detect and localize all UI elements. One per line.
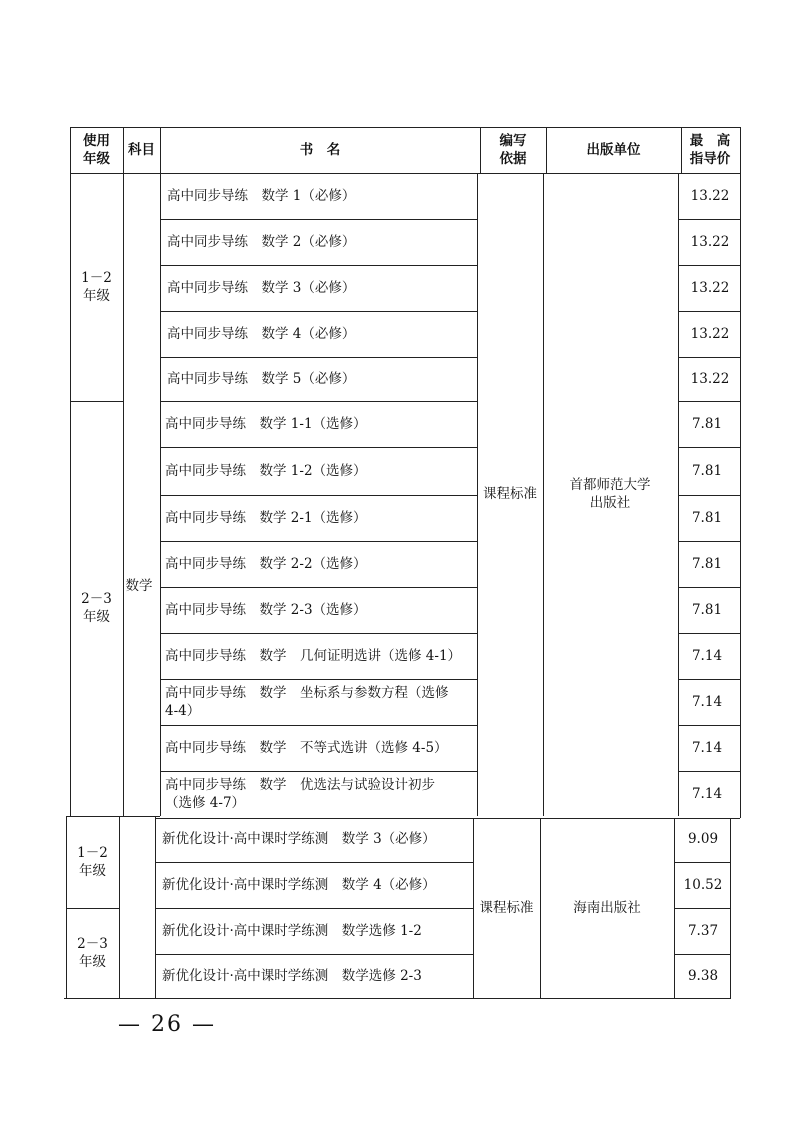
grid-line xyxy=(740,127,741,818)
grid-line xyxy=(730,818,731,999)
book-title-line: 高中同步导练 数学 4（必修） xyxy=(167,326,356,342)
header-basis-line1: 编写 xyxy=(499,133,527,149)
grid-line xyxy=(155,818,740,819)
grid-line xyxy=(123,127,124,173)
book-title-line: 新优化设计·高中课时学练测 数学 4（必修） xyxy=(162,877,436,893)
book-title-line: 新优化设计·高中课时学练测 数学选修 2-3 xyxy=(162,968,422,984)
book-title xyxy=(155,908,473,954)
grid-line xyxy=(477,173,478,816)
book-title-line: 高中同步导练 数学 不等式选讲（选修 4-5） xyxy=(165,740,448,756)
grid-line xyxy=(678,447,740,448)
grid-line xyxy=(160,447,477,448)
book-title-line: 新优化设计·高中课时学练测 数学 3（必修） xyxy=(162,831,436,847)
grid-line xyxy=(66,816,160,817)
header-grade xyxy=(70,127,123,173)
book-price: 9.38 xyxy=(687,968,719,984)
grid-line xyxy=(160,495,477,496)
grid-line xyxy=(160,357,477,358)
book-price: 13.22 xyxy=(690,280,730,296)
book-title-line: 高中同步导练 数学 优选法与试验设计初步 xyxy=(165,776,435,793)
grid-line xyxy=(678,219,740,220)
grade-group-4-line1: 2－3 xyxy=(77,936,108,952)
book-title-line: 高中同步导练 数学 几何证明选讲（选修 4-1） xyxy=(165,648,462,664)
grid-line xyxy=(480,127,481,173)
grid-line xyxy=(540,818,541,999)
book-title-line: 高中同步导练 数学 1（必修） xyxy=(167,188,356,204)
grid-line xyxy=(155,862,473,863)
book-price: 10.52 xyxy=(683,877,723,893)
grid-line xyxy=(160,725,477,726)
grid-line xyxy=(678,633,740,634)
book-title xyxy=(155,862,473,908)
publisher-cell-1-line2: 出版社 xyxy=(589,494,631,511)
book-title-line: 高中同步导练 数学 2-1（选修） xyxy=(165,510,367,526)
header-price-line1: 最 高 xyxy=(689,133,731,149)
book-title xyxy=(158,495,478,541)
grid-line xyxy=(70,127,71,816)
grid-line xyxy=(70,127,740,128)
grid-line xyxy=(678,679,740,680)
book-title xyxy=(158,447,478,495)
basis-cell-1: 课程标准 xyxy=(483,485,537,502)
book-price: 7.14 xyxy=(691,740,723,756)
book-title-line: 高中同步导练 数学 2-3（选修） xyxy=(165,602,367,618)
subject-cell: 数学 xyxy=(125,577,153,594)
grade-group-2 xyxy=(70,401,123,814)
book-title-line: （选修 4-7） xyxy=(165,794,246,811)
header-basis xyxy=(480,127,546,173)
grid-line xyxy=(160,401,477,402)
grid-line xyxy=(160,311,477,312)
grid-line xyxy=(160,265,477,266)
book-price: 13.22 xyxy=(690,234,730,250)
grid-line xyxy=(160,771,477,772)
grid-line xyxy=(155,908,473,909)
book-title xyxy=(160,219,480,265)
book-title xyxy=(158,725,478,771)
book-title-line: 4-4） xyxy=(165,703,201,719)
header-grade-line1: 使用 xyxy=(83,133,110,149)
grade-group-1-line1: 1－2 xyxy=(81,270,112,286)
grid-line xyxy=(678,265,740,266)
grade-group-1 xyxy=(70,173,123,401)
book-price: 7.14 xyxy=(691,694,723,710)
grade-group-3 xyxy=(66,816,119,908)
grid-line xyxy=(678,725,740,726)
grid-line xyxy=(674,862,730,863)
grade-group-4 xyxy=(66,908,119,998)
grid-line xyxy=(678,311,740,312)
book-title-line: 高中同步导练 数学 5（必修） xyxy=(167,371,356,387)
book-title-line: 高中同步导练 数学 坐标系与参数方程（选修 xyxy=(165,685,449,701)
book-price: 7.81 xyxy=(691,510,723,526)
book-price: 7.14 xyxy=(691,785,723,802)
grid-line xyxy=(160,679,477,680)
grid-line xyxy=(546,127,547,173)
basis-cell-2: 课程标准 xyxy=(479,900,534,916)
book-price: 7.14 xyxy=(691,648,723,664)
header-basis-line2: 依据 xyxy=(499,151,527,167)
publisher-cell-1 xyxy=(543,173,677,814)
book-title xyxy=(160,311,480,357)
book-price: 13.22 xyxy=(690,188,730,204)
book-title xyxy=(155,954,473,998)
grid-line xyxy=(678,401,740,402)
book-price: 7.81 xyxy=(691,556,723,572)
book-title-line: 高中同步导练 数学 1-2（选修） xyxy=(165,463,367,479)
header-price-line2: 指导价 xyxy=(689,151,731,167)
book-price: 7.81 xyxy=(691,602,723,618)
book-title xyxy=(160,357,480,401)
book-price: 7.81 xyxy=(691,416,723,432)
book-title xyxy=(158,541,478,587)
book-title xyxy=(158,401,478,447)
book-title xyxy=(158,633,478,679)
grid-line xyxy=(674,908,730,909)
grid-line xyxy=(155,954,473,955)
book-title xyxy=(160,173,480,219)
page-number: — 26 — xyxy=(118,1012,216,1037)
header-subject: 科目 xyxy=(128,142,155,158)
grade-group-3-line2: 年级 xyxy=(79,863,106,879)
grid-line xyxy=(678,587,740,588)
grid-line xyxy=(119,816,120,999)
grid-line xyxy=(473,818,474,999)
header-title: 书 名 xyxy=(299,142,341,158)
book-title-line: 高中同步导练 数学 2（必修） xyxy=(167,234,356,250)
grade-group-2-line2: 年级 xyxy=(83,608,110,625)
grade-group-1-line2: 年级 xyxy=(83,288,110,304)
book-title-line: 高中同步导练 数学 1-1（选修） xyxy=(165,416,367,432)
grade-group-3-line1: 1－2 xyxy=(77,845,108,861)
grid-line xyxy=(674,954,730,955)
grid-line xyxy=(678,357,740,358)
grid-line xyxy=(678,495,740,496)
book-price: 9.09 xyxy=(687,831,719,847)
book-title xyxy=(158,679,478,725)
book-title xyxy=(158,771,478,816)
book-price: 7.37 xyxy=(687,923,719,939)
book-price: 7.81 xyxy=(691,463,723,479)
grid-line xyxy=(123,173,124,816)
grade-group-2-line1: 2－3 xyxy=(81,590,112,607)
grid-line xyxy=(160,587,477,588)
grid-line xyxy=(160,219,477,220)
grid-line xyxy=(64,998,730,999)
book-title xyxy=(160,265,480,311)
book-title-line: 高中同步导练 数学 2-2（选修） xyxy=(165,556,367,572)
publisher-cell-2: 海南出版社 xyxy=(573,900,641,916)
header-grade-line2: 年级 xyxy=(83,151,110,167)
book-title xyxy=(155,816,473,862)
grid-line xyxy=(160,633,477,634)
grid-line xyxy=(66,908,119,909)
book-title xyxy=(158,587,478,633)
book-price: 13.22 xyxy=(690,371,730,387)
grid-line xyxy=(543,173,544,816)
grid-line xyxy=(160,541,477,542)
grid-line xyxy=(678,771,740,772)
publisher-cell-1-line1: 首都师范大学 xyxy=(569,476,651,493)
book-title-line: 新优化设计·高中课时学练测 数学选修 1-2 xyxy=(162,923,422,939)
grid-line xyxy=(681,127,682,173)
book-title-line: 高中同步导练 数学 3（必修） xyxy=(167,280,356,296)
book-price: 13.22 xyxy=(690,326,730,342)
header-publisher: 出版单位 xyxy=(586,142,641,158)
grid-line xyxy=(70,401,123,402)
grade-group-4-line2: 年级 xyxy=(79,954,106,970)
grid-line xyxy=(70,173,740,174)
grid-line xyxy=(678,541,740,542)
grid-line xyxy=(160,127,161,173)
header-price xyxy=(681,127,739,173)
